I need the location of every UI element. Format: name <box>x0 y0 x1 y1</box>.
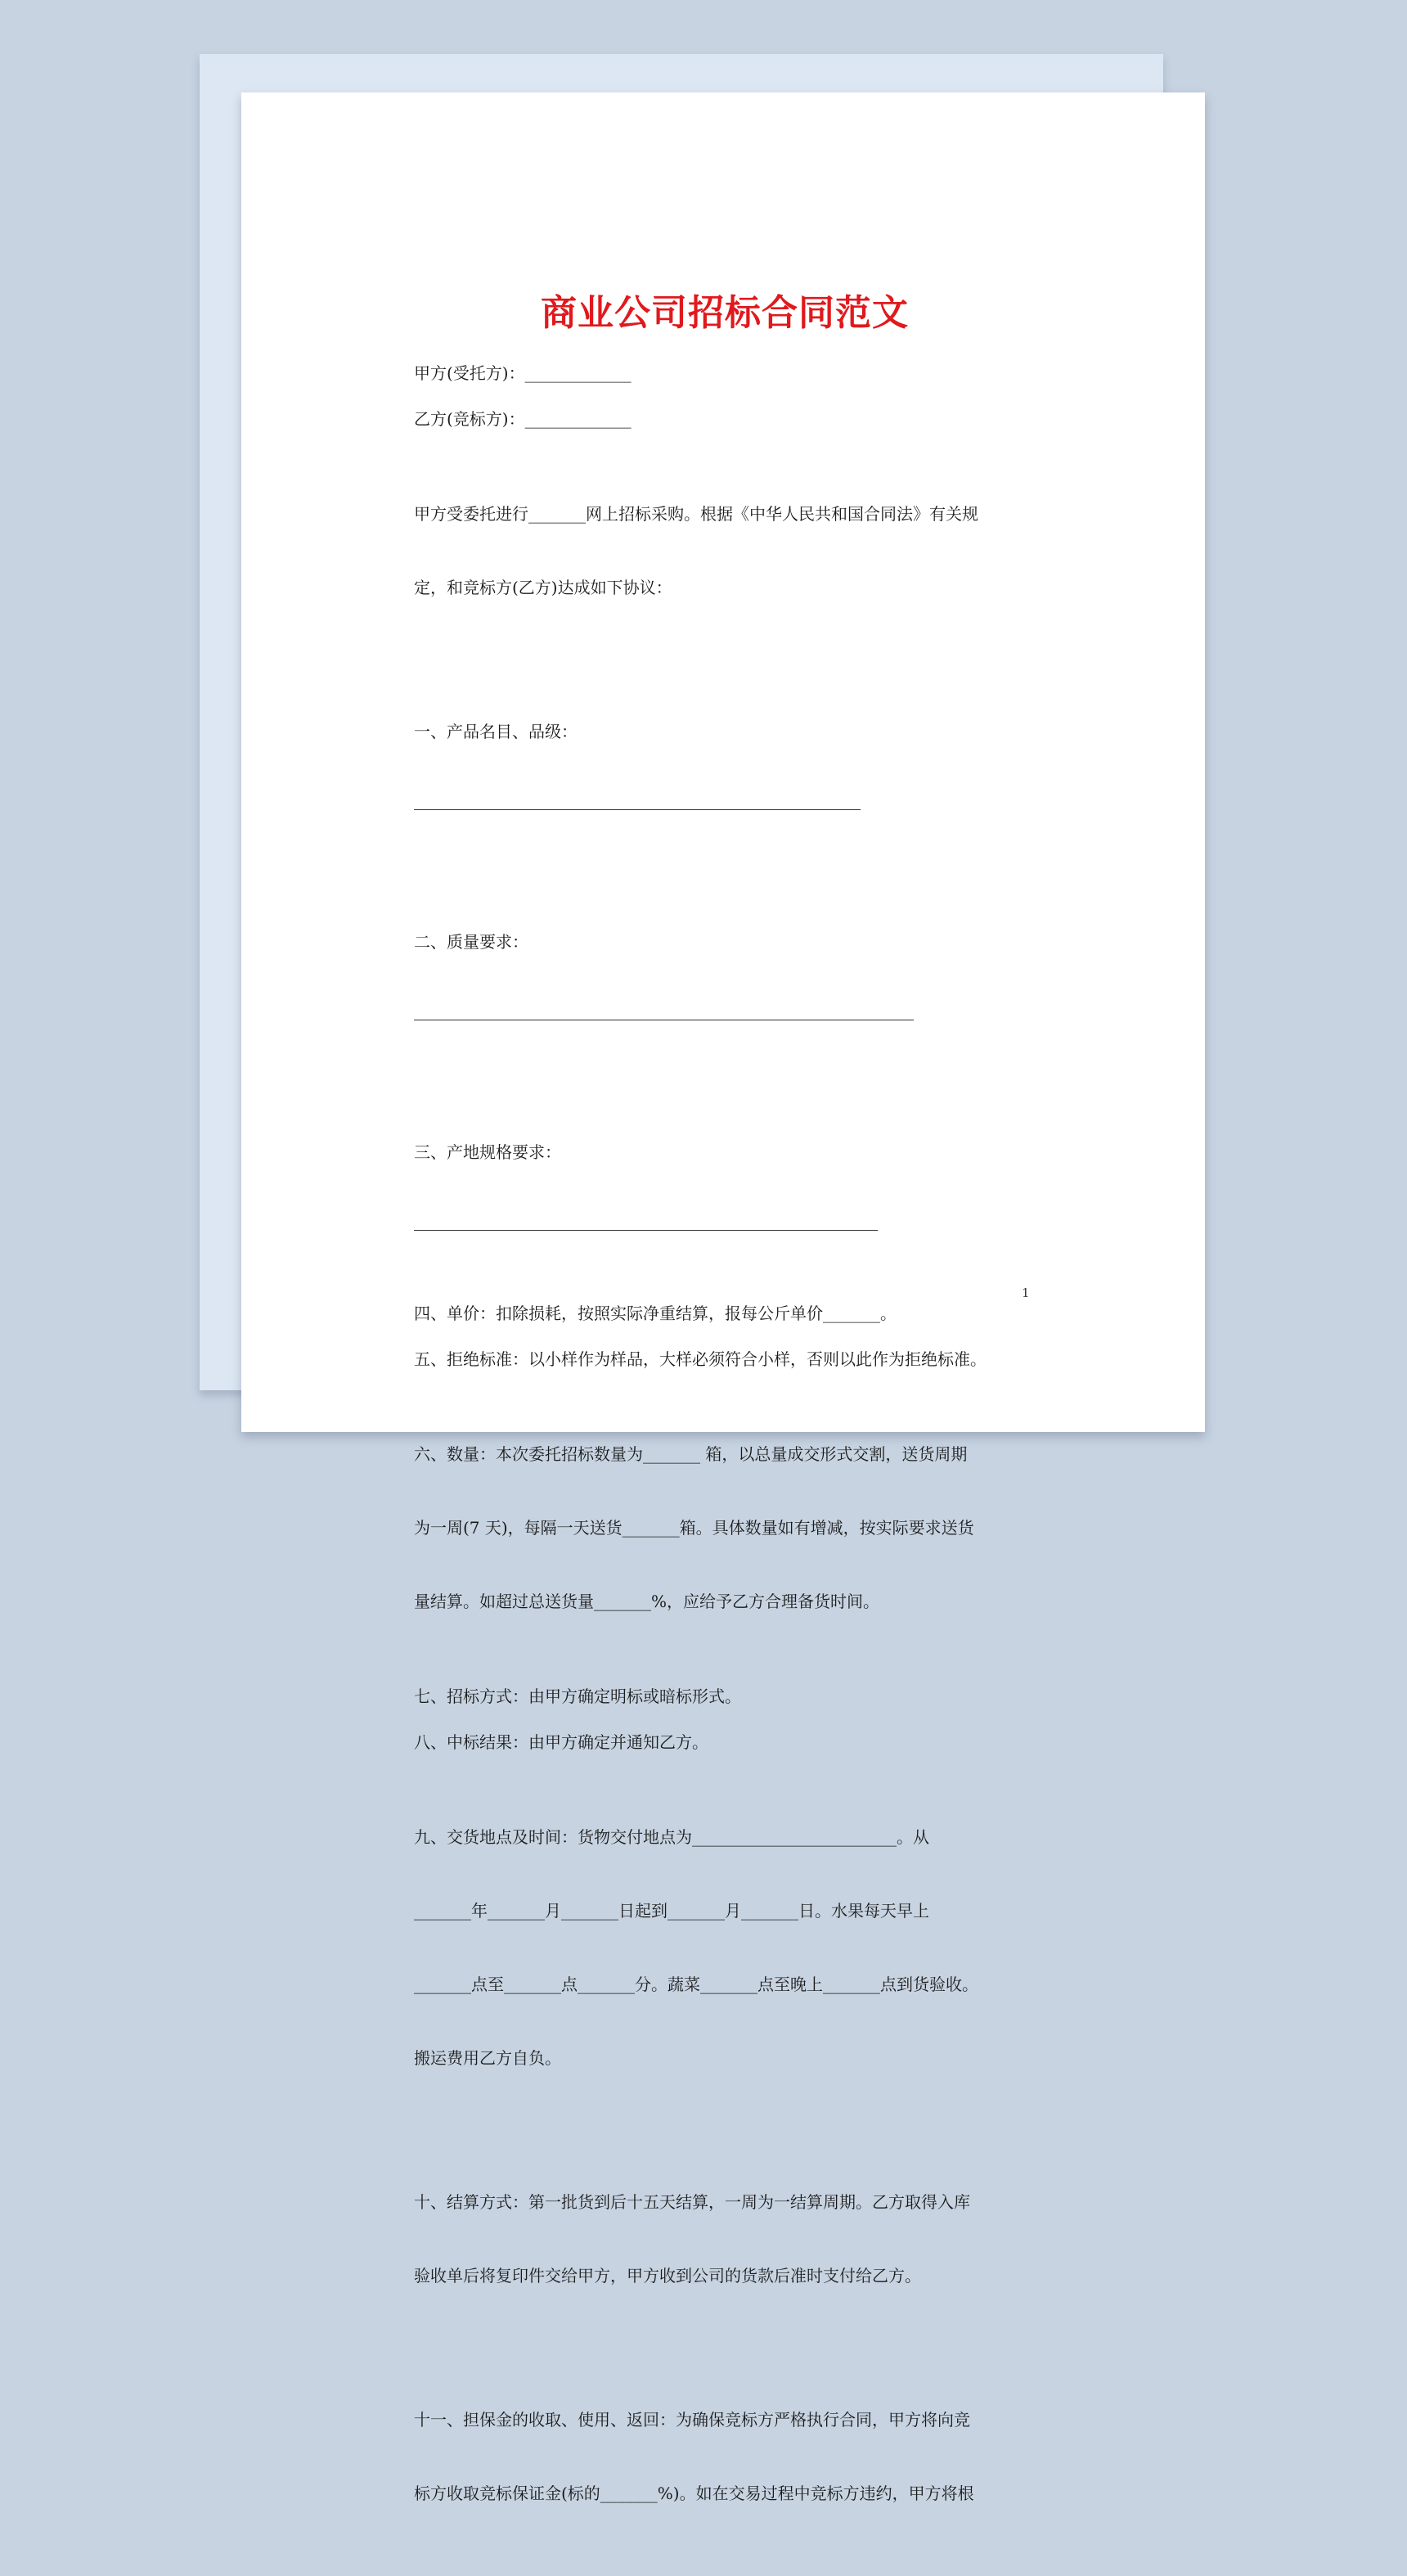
clause-5: 五、拒绝标准：以小样作为样品，大样必须符合小样，否则以此作为拒绝标准。 <box>414 1349 987 1369</box>
intro-paragraph <box>414 453 1036 649</box>
intro-line: 甲方受委托进行_______网上招标采购。根据《中华人民共和国合同法》有关规 <box>414 504 978 524</box>
clause-3-blank <box>414 1220 878 1231</box>
clause-6-line: 为一周(7 天)，每隔一天送货_______箱。具体数量如有增减，按实际要求送货 <box>414 1518 974 1538</box>
document-title: 商业公司招标合同范文 <box>541 292 909 334</box>
clause-11-line: 十一、担保金的收取、使用、返回：为确保竞标方严格执行合同，甲方将向竞 <box>414 2410 970 2430</box>
clause-2 <box>414 880 1036 1070</box>
clause-2-label: 二、质量要求： <box>414 932 528 952</box>
clause-11-line: 标方收取竞标保证金(标的_______%)。如在交易过程中竞标方违约，甲方将根 <box>414 2484 974 2503</box>
clause-2-blank <box>414 1010 914 1020</box>
party-a-line: 甲方(受托方)：_____________ <box>414 363 632 383</box>
clause-9-line: _______点至_______点_______分。蔬菜_______点至晚上_______点到货验收。 <box>414 1975 978 1994</box>
clause-11 <box>414 2358 1036 2555</box>
clause-9 <box>414 1776 1036 2119</box>
page-number: 1 <box>1022 1286 1030 1300</box>
clause-10-line: 十、结算方式：第一批货到后十五天结算，一周为一结算周期。乙方取得入库 <box>414 2192 970 2212</box>
clause-1-label: 一、产品名目、品级： <box>414 722 578 741</box>
clause-7: 七、招标方式：由甲方确定明标或暗标形式。 <box>414 1687 741 1706</box>
clause-1-blank <box>414 799 861 810</box>
clause-10-line: 验收单后将复印件交给甲方，甲方收到公司的货款后准时支付给乙方。 <box>414 2266 921 2286</box>
clause-3-label: 三、产地规格要求： <box>414 1142 561 1162</box>
party-b-line: 乙方(竞标方)：_____________ <box>414 409 632 429</box>
clause-9-line: _______年_______月_______日起到_______月_______日。水果每天早上 <box>414 1901 929 1921</box>
clause-6-line: 量结算。如超过总送货量_______%，应给予乙方合理备货时间。 <box>414 1592 880 1611</box>
clause-4: 四、单价：扣除损耗，按照实际净重结算，报每公斤单价_______。 <box>414 1304 897 1323</box>
document-page <box>241 92 1205 2503</box>
clause-6 <box>414 1393 1036 1663</box>
clause-1 <box>414 670 1036 859</box>
clause-9-line: 九、交货地点及时间：货物交付地点为_________________________。从 <box>414 1827 929 1847</box>
intro-line: 定，和竞标方(乙方)达成如下协议： <box>414 578 672 597</box>
clause-6-line: 六、数量：本次委托招标数量为_______ 箱，以总量成交形式交割，送货周期 <box>414 1444 968 1464</box>
clause-9-line: 搬运费用乙方自负。 <box>414 2048 561 2068</box>
clause-8: 八、中标结果：由甲方确定并通知乙方。 <box>414 1732 708 1752</box>
clause-10 <box>414 2141 1036 2337</box>
document-content <box>414 289 1036 2576</box>
clause-3 <box>414 1091 1036 1280</box>
